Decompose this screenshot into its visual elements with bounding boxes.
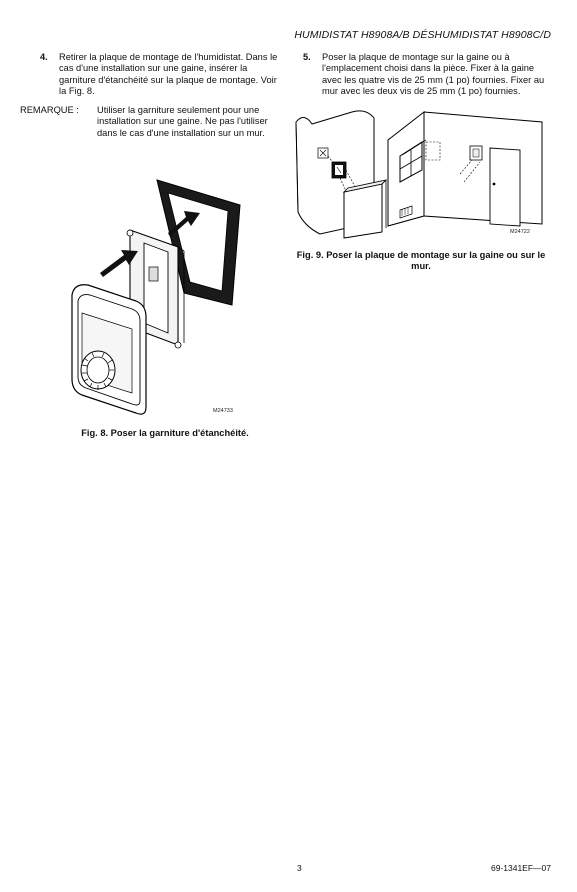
document-number: 69-1341EF—07 (490, 863, 551, 873)
page-number: 3 (297, 863, 302, 873)
step-5-text: Poser la plaque de montage sur la gaine ou à l'emplacement choisi dans la pièce. Fixer à la gaine avec les quatre vis de 25 mm (1 po) fournies. Fixer au mur avec les deux vis de 25 mm (1 po) fournies. (322, 52, 545, 96)
step-4-text: Retirer la plaque de montage de l'humidistat. Dans le cas d'une installation sur une gaine, insérer la garniture d'étanchéité sur la plaque de montage. Voir la Fig. 8. (59, 52, 278, 96)
step-5-number: 5. (303, 52, 311, 62)
note-label: REMARQUE : (20, 105, 79, 115)
page-header-title: HUMIDISTAT H8908A/B DÉSHUMIDISTAT H8908C/D (294, 29, 551, 41)
note-text: Utiliser la garniture seulement pour une installation sur une gaine. Ne pas l'utiliser dans le cas d'une installation sur un mur. (97, 105, 268, 138)
figure-9-caption: Fig. 9. Poser la plaque de montage sur la gaine ou sur le mur. (296, 250, 546, 272)
figure-9-illustration (294, 104, 544, 239)
figure-8-caption: Fig. 8. Poser la garniture d'étanchéité. (81, 428, 249, 438)
door (490, 148, 520, 226)
room-wall-back (424, 112, 542, 224)
figure-8-code: M24733 (213, 408, 233, 414)
step-4-number: 4. (40, 52, 48, 62)
figure-8-illustration (60, 155, 280, 420)
figure-9-code: M24722 (510, 229, 530, 235)
